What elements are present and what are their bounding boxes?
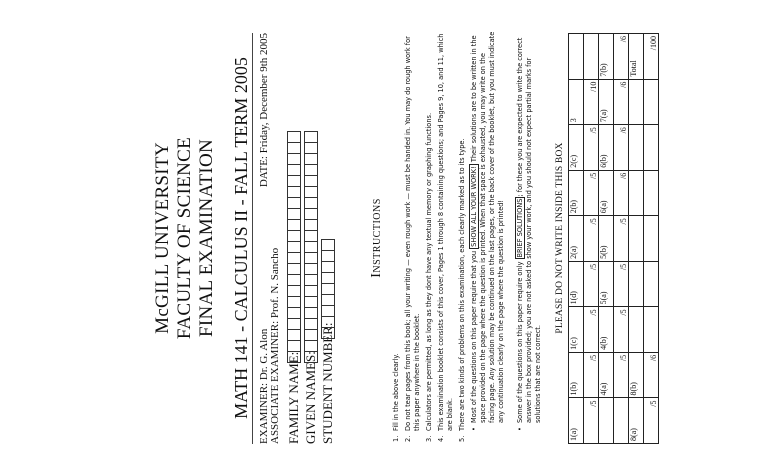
instruction-1: 1. Fill in the above clearly. (392, 353, 400, 442)
exam-date: DATE: Friday, December 9th 2005 (258, 33, 270, 188)
score-cell-value (644, 261, 659, 307)
score-label-row (629, 34, 644, 444)
score-cell-label: 1(d) (569, 261, 584, 307)
score-cell-label: 1(b) (569, 352, 584, 398)
score-cell-label: 5(b) (599, 216, 614, 262)
score-cell-label: 6(b) (599, 125, 614, 171)
score-cell-label (629, 307, 644, 353)
score-cell-label (629, 79, 644, 125)
score-cell-label: 7(b) (599, 34, 614, 80)
score-cell-label: Total (629, 34, 644, 80)
score-cell-value: /6 (614, 34, 629, 80)
score-value-row (614, 34, 629, 444)
score-cell-value: /5 (614, 352, 629, 398)
score-cell-value: /5 (614, 307, 629, 353)
exam-type: FINAL EXAMINATION (196, 138, 217, 338)
score-cell-value: /5 (584, 352, 599, 398)
student-number-label: STUDENT NUMBER: (320, 322, 335, 444)
score-cell-label: 7(a) (599, 79, 614, 125)
score-cell-label (629, 125, 644, 171)
score-cell-label: 2(a) (569, 216, 584, 262)
score-cell-value: /5 (614, 216, 629, 262)
score-cell-value: /6 (614, 170, 629, 216)
instruction-4: 4. This examination booklet consists of this cover, Pages 1 through 8 containing questions; and Pages 9, 10, and 11, which are blank. (437, 33, 454, 442)
score-cell-value: /5 (584, 125, 599, 171)
score-cell-label: 2(b) (569, 170, 584, 216)
score-cell-value (644, 216, 659, 262)
score-box-caption: PLEASE DO NOT WRITE INSIDE THIS BOX (555, 142, 565, 334)
score-cell-label (569, 34, 584, 80)
score-cell-value: /5 (584, 398, 599, 444)
score-table (568, 33, 659, 444)
title-rule (252, 33, 253, 444)
score-cell-value: /6 (614, 125, 629, 171)
score-cell-label: 5(a) (599, 261, 614, 307)
brief-solutions-box: BRIEF SOLUTIONS (516, 198, 524, 258)
score-cell-value (584, 34, 599, 80)
exam-title: MATH 141 - CALCULUS II - FALL TERM 2005 (231, 57, 251, 419)
score-cell-value: /5 (584, 307, 599, 353)
score-cell-label: 4(b) (599, 307, 614, 353)
examiner: EXAMINER: Dr. G. Alon (258, 328, 270, 444)
family-name-field[interactable] (287, 131, 301, 362)
score-cell-value: /5 (584, 261, 599, 307)
university-name: McGILL UNIVERSITY (152, 142, 173, 334)
score-cell-label: 8(b) (629, 352, 644, 398)
score-cell-label: 4(a) (599, 352, 614, 398)
score-cell-label: 2(c) (569, 125, 584, 171)
instruction-5: 5. There are two kinds of problems on this examination, each clearly marked as to its type. (458, 138, 466, 442)
score-cell-value: /10 (584, 79, 599, 125)
instruction-2: 2. Do not tear pages from this book; all your writing — even rough work — must be handed in. You may do rough work for this paper anywhere in the booklet. (404, 36, 421, 442)
score-cell-value: /5 (584, 170, 599, 216)
score-value-row (584, 34, 599, 444)
family-name-label: FAMILY NAME: (286, 351, 301, 444)
instruction-3: 3. Calculators are permitted, as long as they dont have any textual memory or graphing functions. (425, 112, 433, 442)
bullet-show-work: • Most of the questions on this paper require that you SHOW ALL YOUR WORK! Their solutions are to be written in the space provided on the page where the question is printed. When that space is exhausted, you may write on the facing page. Any solution may be continued on the last pages, or the back cover of the booklet, but you must indicate any continuation clearly on the page where the question is printed! (470, 31, 505, 431)
score-cell-value: /6 (614, 79, 629, 125)
student-number-field[interactable] (321, 239, 335, 338)
score-label-row (599, 34, 614, 444)
score-cell-value: /100 (644, 34, 659, 80)
score-cell-label (629, 216, 644, 262)
score-label-row (569, 34, 584, 444)
score-cell-label (629, 261, 644, 307)
given-names-label: GIVEN NAMES: (303, 351, 318, 444)
score-value-row (644, 34, 659, 444)
score-cell-value: /6 (644, 352, 659, 398)
score-cell-label: 1(a) (569, 398, 584, 444)
score-cell-value: /5 (644, 398, 659, 444)
show-all-work-box: SHOW ALL YOUR WORK! (470, 166, 478, 247)
faculty-name: FACULTY OF SCIENCE (174, 136, 195, 340)
given-names-field[interactable] (304, 131, 318, 362)
score-cell-value (644, 307, 659, 353)
score-cell-value (644, 125, 659, 171)
score-cell-label: 3 (569, 79, 584, 125)
score-cell-value (614, 398, 629, 444)
score-cell-label (629, 170, 644, 216)
score-cell-value: /5 (614, 261, 629, 307)
score-cell-value (644, 170, 659, 216)
associate-examiner: ASSOCIATE EXAMINER: Prof. N. Sancho (269, 247, 281, 444)
score-cell-label: 8(a) (629, 398, 644, 444)
score-cell-label: 6(a) (599, 170, 614, 216)
score-cell-label (599, 398, 614, 444)
instructions-heading: Instructions (369, 198, 384, 278)
score-cell-value (644, 79, 659, 125)
bullet-brief-solutions: • Some of the questions on this paper require only BRIEF SOLUTIONS; for these you are expected to write the correct answer in the box provided; you are not asked to show your work, and you should not expect partial marks for solutions that are not correct. (516, 37, 542, 431)
score-cell-value: /5 (584, 216, 599, 262)
score-cell-label: 1(c) (569, 307, 584, 353)
